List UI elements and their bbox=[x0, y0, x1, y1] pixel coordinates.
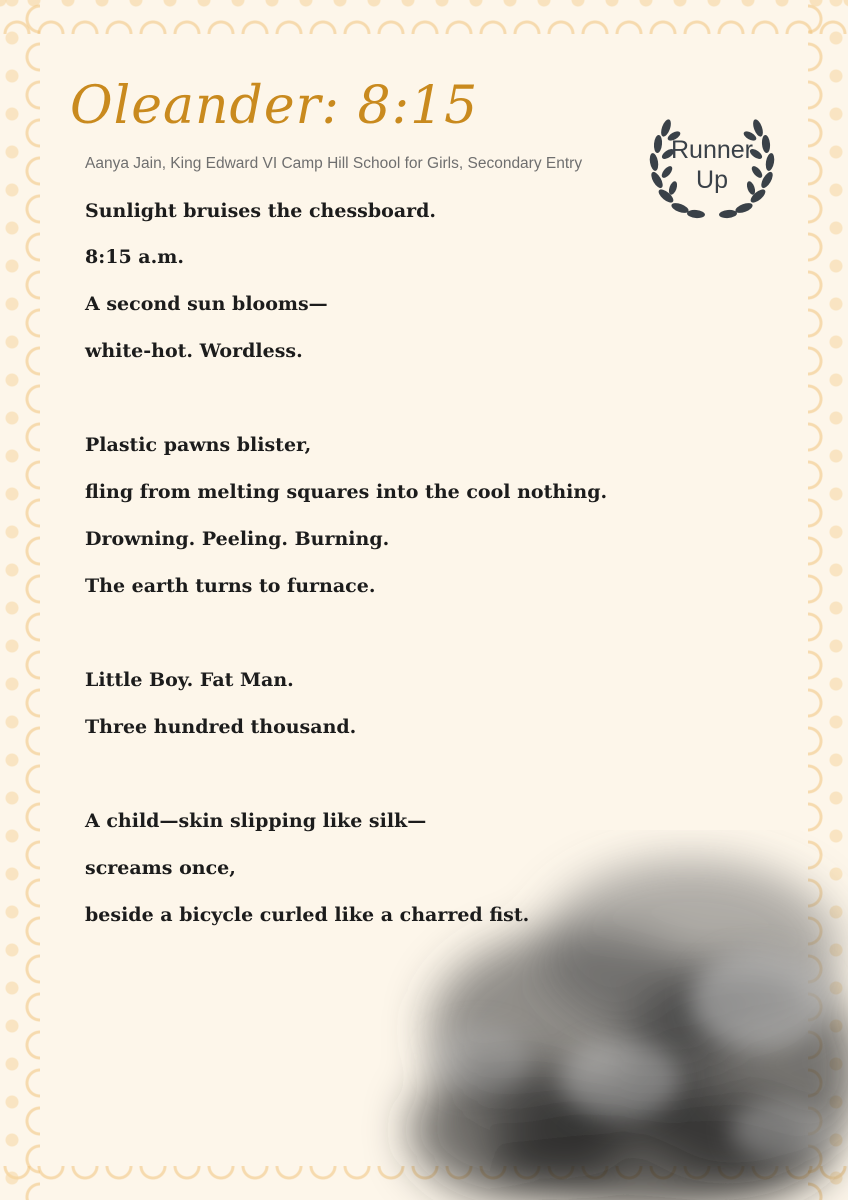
poem-line: screams once, bbox=[85, 857, 236, 879]
poem-line: fling from melting squares into the cool nothing. bbox=[85, 481, 608, 503]
lace-border-left bbox=[0, 0, 40, 1200]
badge-label-runner: Runner bbox=[671, 136, 753, 164]
poem-line: A child—skin slipping like silk— bbox=[85, 810, 427, 832]
badge-label-up: Up bbox=[696, 166, 728, 194]
lace-border-top bbox=[0, 0, 848, 34]
runner-up-badge bbox=[644, 106, 780, 226]
poem-line: beside a bicycle curled like a charred fist. bbox=[85, 904, 530, 926]
poem-line: The earth turns to furnace. bbox=[85, 575, 376, 597]
poem-line: Sunlight bruises the chessboard. bbox=[85, 200, 437, 222]
poem-line: 8:15 a.m. bbox=[85, 246, 184, 268]
poem-line: Drowning. Peeling. Burning. bbox=[85, 528, 390, 550]
author-byline: Aanya Jain, King Edward VI Camp Hill School for Girls, Secondary Entry bbox=[85, 155, 583, 172]
poem-line: white-hot. Wordless. bbox=[85, 340, 303, 362]
poem-title: Oleander: 8:15 bbox=[70, 76, 479, 136]
poem-line: Plastic pawns blister, bbox=[85, 434, 312, 456]
poem-line: Three hundred thousand. bbox=[85, 716, 357, 738]
smoke-cloud-illustration bbox=[360, 830, 848, 1200]
poem-line: Little Boy. Fat Man. bbox=[85, 669, 294, 691]
poem-line: A second sun blooms— bbox=[85, 293, 328, 315]
